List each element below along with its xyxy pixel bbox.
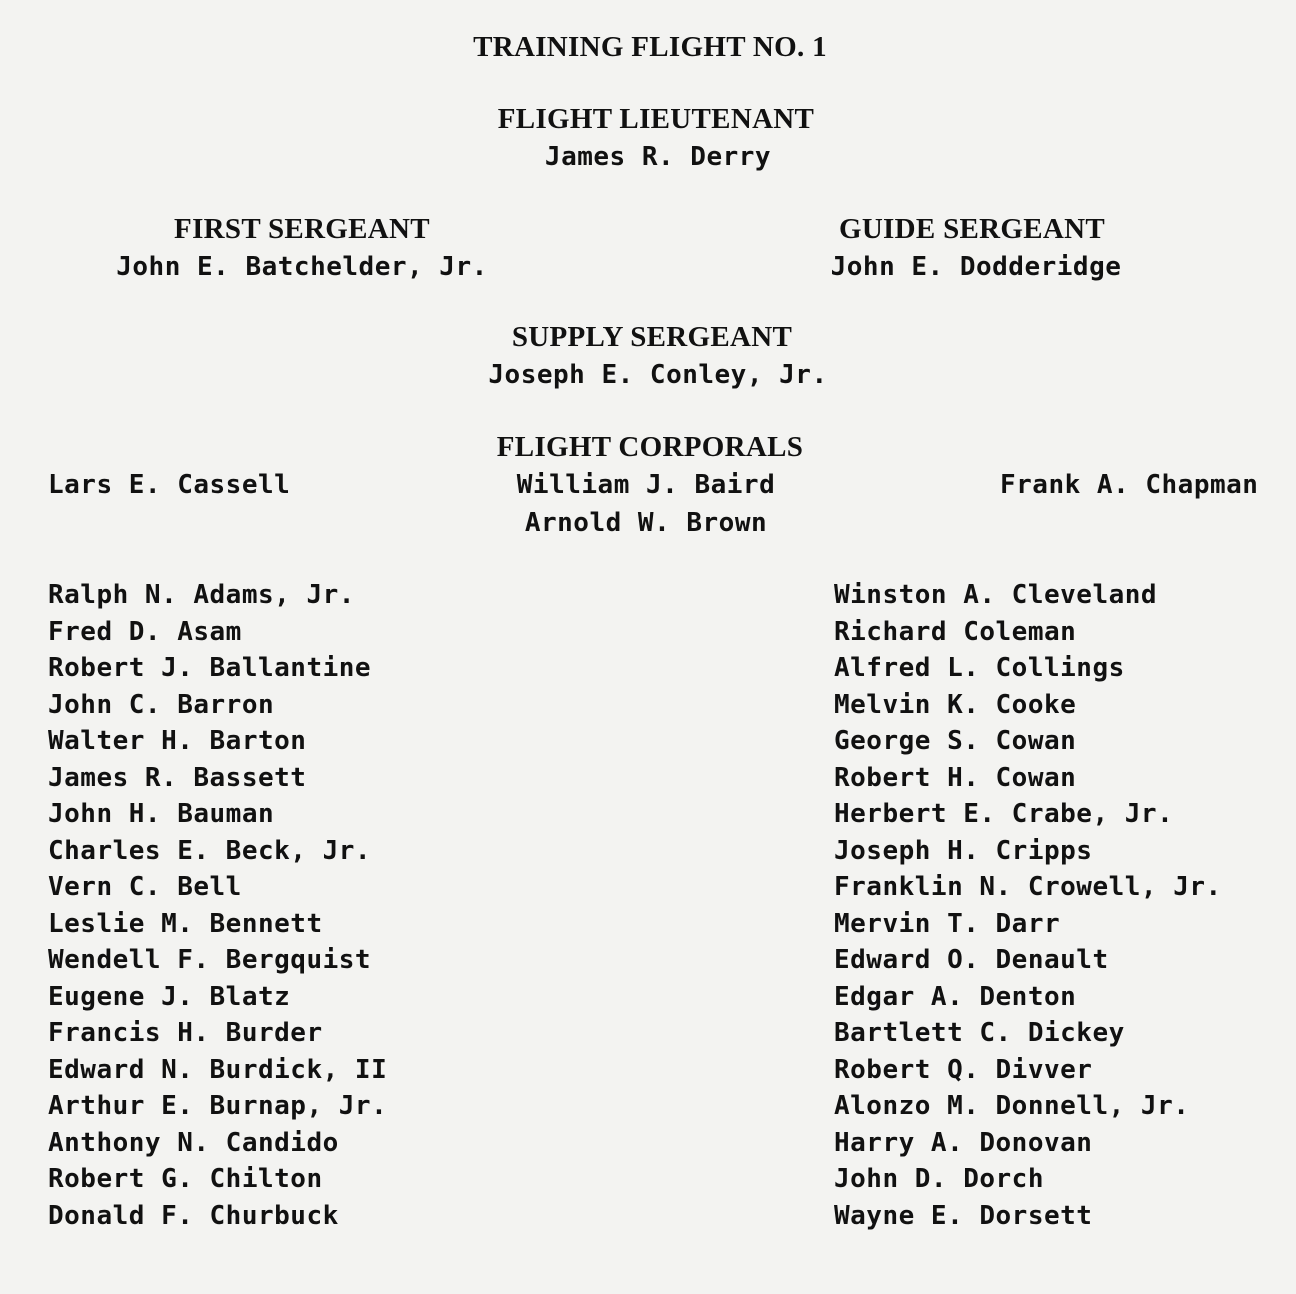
list-item: John D. Dorch xyxy=(834,1164,1044,1194)
list-item: Fred D. Asam xyxy=(48,616,242,647)
list-item: John C. Barron xyxy=(48,689,275,720)
list-item: Robert G. Chilton xyxy=(48,1164,323,1194)
flight-lieutenant-heading: FLIGHT LIEUTENANT xyxy=(497,103,815,135)
flight-corporal-center-1: William J. Baird xyxy=(516,470,776,500)
list-item: Ralph N. Adams, Jr. xyxy=(48,580,355,610)
supply-sergeant-name: Joseph E. Conley, Jr. xyxy=(488,360,828,390)
list-item: Edward N. Burdick, II xyxy=(48,1054,388,1085)
list-item: Alfred L. Collings xyxy=(834,653,1125,683)
flight-corporals-heading: FLIGHT CORPORALS xyxy=(496,431,804,463)
flight-lieutenant-name: James R. Derry xyxy=(544,142,772,172)
list-item: Bartlett C. Dickey xyxy=(834,1018,1125,1048)
list-item: Edward O. Denault xyxy=(834,945,1109,975)
list-item: Vern C. Bell xyxy=(48,872,242,902)
flight-corporal-center-2: Arnold W. Brown xyxy=(524,508,768,538)
list-item: Harry A. Donovan xyxy=(834,1127,1093,1158)
list-item: Richard Coleman xyxy=(834,616,1077,647)
list-item: Leslie M. Bennett xyxy=(48,908,323,939)
list-item: Joseph H. Cripps xyxy=(834,835,1093,866)
page-title: TRAINING FLIGHT NO. 1 xyxy=(473,31,827,63)
list-item: Robert H. Cowan xyxy=(834,762,1077,793)
roster-right-column xyxy=(834,578,1222,1235)
first-sergeant-heading: FIRST SERGEANT xyxy=(174,213,430,245)
first-sergeant-name: John E. Batchelder, Jr. xyxy=(116,252,488,282)
guide-sergeant-heading: GUIDE SERGEANT xyxy=(838,213,1106,245)
list-item: Arthur E. Burnap, Jr. xyxy=(48,1091,388,1121)
list-item: James R. Bassett xyxy=(48,762,307,793)
supply-sergeant-heading: SUPPLY SERGEANT xyxy=(511,321,793,353)
list-item: Mervin T. Darr xyxy=(834,908,1061,939)
list-item: Wayne E. Dorsett xyxy=(834,1200,1093,1231)
list-item: George S. Cowan xyxy=(834,726,1077,756)
list-item: Melvin K. Cooke xyxy=(834,689,1077,720)
list-item: Walter H. Barton xyxy=(48,726,307,756)
flight-corporal-right: Frank A. Chapman xyxy=(1000,470,1259,500)
list-item: Winston A. Cleveland xyxy=(834,580,1158,610)
roster-left-column xyxy=(48,578,387,1235)
list-item: Robert Q. Divver xyxy=(834,1054,1093,1085)
list-item: Wendell F. Bergquist xyxy=(48,945,372,975)
guide-sergeant-name: John E. Dodderidge xyxy=(830,252,1122,282)
list-item: Franklin N. Crowell, Jr. xyxy=(834,872,1222,902)
list-item: Herbert E. Crabe, Jr. xyxy=(834,799,1174,829)
list-item: Edgar A. Denton xyxy=(834,981,1077,1012)
list-item: Donald F. Churbuck xyxy=(48,1200,339,1231)
list-item: John H. Bauman xyxy=(48,799,275,829)
list-item: Anthony N. Candido xyxy=(48,1127,339,1158)
list-item: Charles E. Beck, Jr. xyxy=(48,835,372,866)
flight-corporal-left: Lars E. Cassell xyxy=(48,470,291,500)
list-item: Alonzo M. Donnell, Jr. xyxy=(834,1091,1190,1121)
list-item: Robert J. Ballantine xyxy=(48,653,372,683)
list-item: Eugene J. Blatz xyxy=(48,981,291,1012)
list-item: Francis H. Burder xyxy=(48,1018,323,1048)
